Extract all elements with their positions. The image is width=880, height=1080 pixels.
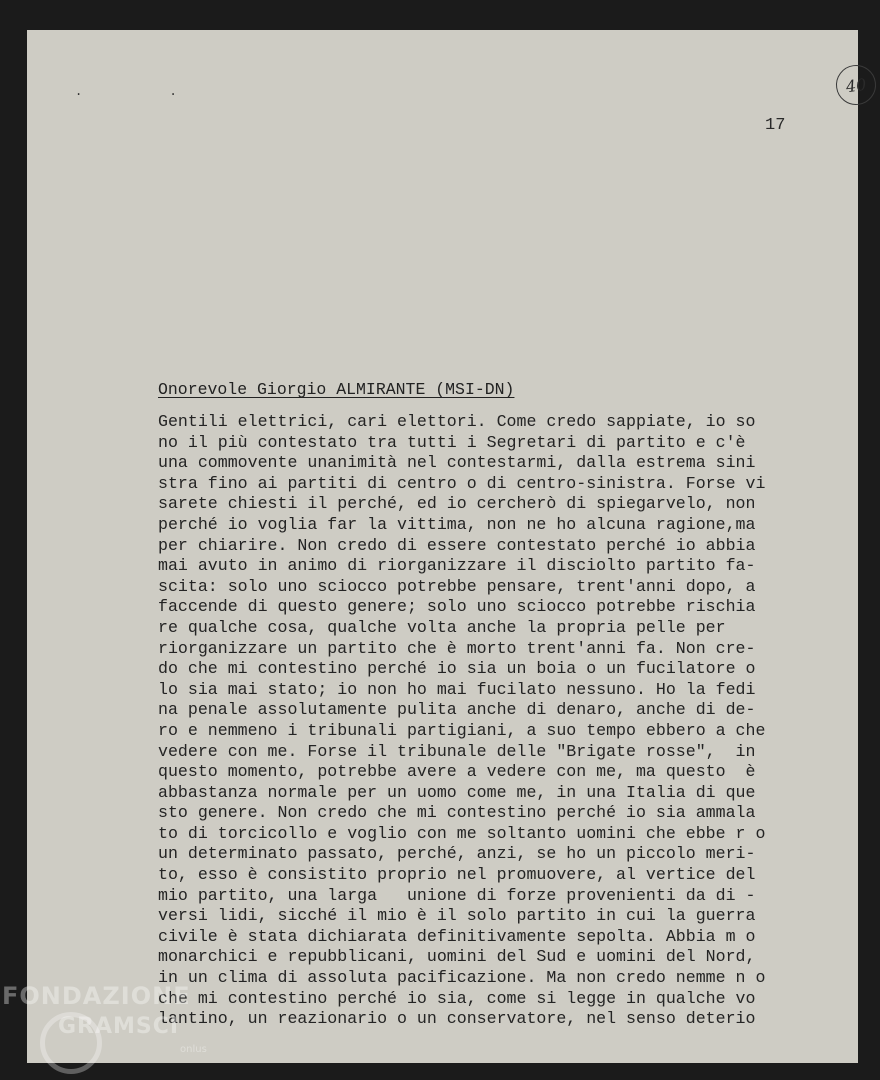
text-line: faccende di questo genere; solo uno sciocco potrebbe rischia <box>158 597 756 617</box>
archive-number-stamp: 40 <box>833 62 878 107</box>
text-line: lantino, un reazionario o un conservatore, nel senso deterio <box>158 1009 756 1029</box>
text-line: do che mi contestino perché io sia un boia o un fucilatore o <box>158 659 756 679</box>
watermark-line-3: onlus <box>180 1044 207 1055</box>
text-line: Gentili elettrici, cari elettori. Come credo sappiate, io so <box>158 412 756 431</box>
text-line: re qualche cosa, qualche volta anche la propria pelle per <box>158 617 726 637</box>
text-line: che mi contestino perché io sia, come si legge in qualche vo <box>158 988 756 1008</box>
watermark-line-2: GRAMSCI <box>58 1014 180 1039</box>
top-marks: . . <box>75 84 217 98</box>
page-number: 17 <box>765 116 786 135</box>
text-line: scita: solo uno sciocco potrebbe pensare, trent'anni dopo, a <box>158 576 756 596</box>
text-line: perché io voglia far la vittima, non ne ho alcuna ragione,ma <box>158 514 756 534</box>
speech-body <box>158 412 798 1030</box>
watermark-line-1: FONDAZIONE <box>2 982 191 1010</box>
text-line: questo momento, potrebbe avere a vedere con me, ma questo è <box>158 762 756 782</box>
text-line: una commovente unanimità nel contestarmi, dalla estrema sini <box>158 453 756 473</box>
text-line: sto genere. Non credo che mi contestino perché io sia ammala <box>158 803 756 823</box>
text-line: riorganizzare un partito che è morto trent'anni fa. Non cre- <box>158 638 756 658</box>
text-line: no il più contestato tra tutti i Segretari di partito e c'è <box>158 432 746 452</box>
text-line: monarchici e repubblicani, uomini del Sud e uomini del Nord, <box>158 947 756 967</box>
text-line: mio partito, una larga unione di forze provenienti da di - <box>158 885 756 905</box>
text-line: stra fino ai partiti di centro o di centro-sinistra. Forse vi <box>158 473 766 493</box>
text-line: un determinato passato, perché, anzi, se ho un piccolo meri- <box>158 844 756 864</box>
text-line: mai avuto in animo di riorganizzare il disciolto partito fa- <box>158 556 756 576</box>
text-line: sarete chiesti il perché, ed io cercherò di spiegarvelo, non <box>158 494 756 514</box>
text-line: versi lidi, sicché il mio è il solo partito in cui la guerra <box>158 906 756 926</box>
text-line: to, esso è consistito proprio nel promuovere, al vertice del <box>158 865 756 885</box>
text-line: na penale assolutamente pulita anche di denaro, anche di de- <box>158 700 756 720</box>
text-line: ro e nemmeno i tribunali partigiani, a suo tempo ebbero a che <box>158 720 766 740</box>
text-line: in un clima di assoluta pacificazione. Ma non credo nemme n o <box>158 968 766 988</box>
text-line: vedere con me. Forse il tribunale delle "Brigate rosse", in <box>158 741 756 761</box>
text-line: to di torcicollo e voglio con me soltanto uomini che ebbe r o <box>158 823 766 843</box>
text-line: lo sia mai stato; io non ho mai fucilato nessuno. Ho la fedi <box>158 679 756 699</box>
text-line: civile è stata dichiarata definitivamente sepolta. Abbia m o <box>158 926 756 946</box>
speaker-heading: Onorevole Giorgio ALMIRANTE (MSI-DN) <box>158 380 515 399</box>
text-line: abbastanza normale per un uomo come me, in una Italia di que <box>158 782 756 802</box>
text-line: per chiarire. Non credo di essere contestato perché io abbia <box>158 535 756 555</box>
